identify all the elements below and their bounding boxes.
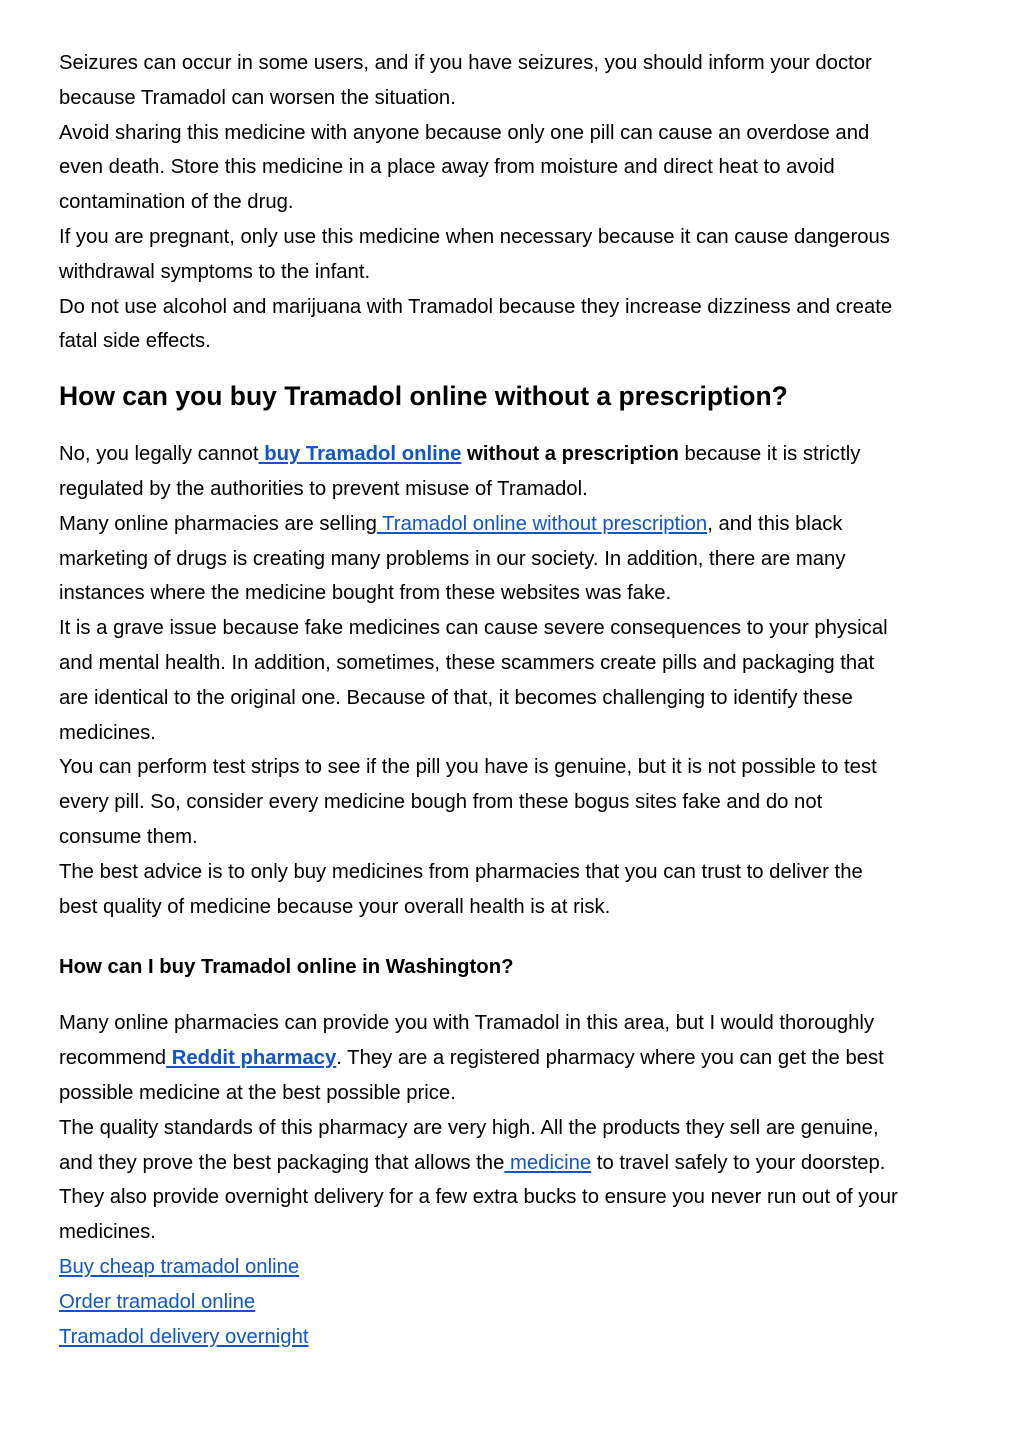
text-line: You can perform test strips to see if the pill you have is genuine, but it is not possible to test bbox=[59, 756, 877, 779]
text-line: possible medicine at the best possible price. bbox=[59, 1081, 456, 1104]
text-line bbox=[59, 1041, 969, 1076]
text-run: . They are a registered pharmacy where you can get the best bbox=[336, 1047, 884, 1070]
text-line: even death. Store this medicine in a place away from moisture and direct heat to avoid bbox=[59, 156, 835, 179]
spacer bbox=[59, 425, 969, 437]
list-item bbox=[59, 1320, 969, 1355]
document-content bbox=[59, 46, 969, 1354]
text-line: are identical to the original one. Because of that, it becomes challenging to identify these bbox=[59, 686, 853, 709]
text-run: , and this black bbox=[707, 512, 843, 535]
text-line: fatal side effects. bbox=[59, 330, 211, 353]
paragraph-pharmacies bbox=[59, 507, 969, 611]
paragraph-test-strips bbox=[59, 750, 969, 854]
text-line bbox=[59, 437, 969, 472]
spacer bbox=[59, 924, 969, 938]
text-run: to travel safely to your doorstep. bbox=[591, 1151, 886, 1174]
tramadol-without-prescription-link[interactable]: Tramadol online without prescription bbox=[376, 512, 708, 535]
paragraph-quality bbox=[59, 1111, 969, 1250]
paragraph-grave-issue bbox=[59, 611, 969, 750]
text-line: regulated by the authorities to prevent misuse of Tramadol. bbox=[59, 477, 588, 500]
text-line: marketing of drugs is creating many problems in our society. In addition, there are many bbox=[59, 547, 846, 570]
text-line: because Tramadol can worsen the situation. bbox=[59, 86, 456, 109]
text-line: Avoid sharing this medicine with anyone because only one pill can cause an overdose and bbox=[59, 121, 870, 144]
text-run: and they prove the best packaging that allows the bbox=[59, 1151, 505, 1174]
tramadol-delivery-overnight-link[interactable]: Tramadol delivery overnight bbox=[59, 1325, 309, 1348]
footer-link-list bbox=[59, 1250, 969, 1354]
paragraph-recommend bbox=[59, 1006, 969, 1110]
text-line: They also provide overnight delivery for a few extra bucks to ensure you never run out of your bbox=[59, 1186, 898, 1209]
text-line: consume them. bbox=[59, 825, 198, 848]
section-heading-washington: How can I buy Tramadol online in Washington? bbox=[59, 956, 514, 979]
text-run: Many online pharmacies are selling bbox=[59, 512, 377, 535]
buy-tramadol-online-link[interactable]: buy Tramadol online bbox=[258, 443, 462, 466]
text-line: Seizures can occur in some users, and if you have seizures, you should inform your doctor bbox=[59, 52, 872, 74]
text-line: It is a grave issue because fake medicines can cause severe consequences to your physical bbox=[59, 617, 888, 640]
paragraph-alcohol bbox=[59, 290, 969, 360]
paragraph-best-advice bbox=[59, 855, 969, 925]
text-line: Many online pharmacies can provide you with Tramadol in this area, but I would thoroughly bbox=[59, 1012, 875, 1035]
text-run-bold: without a prescription bbox=[461, 443, 679, 466]
medicine-link[interactable]: medicine bbox=[504, 1151, 592, 1174]
spacer bbox=[59, 996, 969, 1006]
text-line: The quality standards of this pharmacy are very high. All the products they sell are genuine, bbox=[59, 1116, 879, 1139]
paragraph-pregnancy bbox=[59, 220, 969, 290]
text-line: contamination of the drug. bbox=[59, 191, 294, 214]
text-line: Do not use alcohol and marijuana with Tramadol because they increase dizziness and create bbox=[59, 295, 893, 318]
reddit-pharmacy-link[interactable]: Reddit pharmacy bbox=[166, 1047, 337, 1070]
text-line bbox=[59, 1146, 969, 1181]
text-run: No, you legally cannot bbox=[59, 443, 259, 466]
list-item bbox=[59, 1250, 969, 1285]
text-run: recommend bbox=[59, 1047, 167, 1070]
list-item bbox=[59, 1285, 969, 1320]
spacer bbox=[59, 359, 969, 367]
text-line: medicines. bbox=[59, 721, 156, 744]
text-line: every pill. So, consider every medicine bough from these bogus sites fake and do not bbox=[59, 791, 823, 814]
paragraph-sharing bbox=[59, 116, 969, 220]
text-line: The best advice is to only buy medicines from pharmacies that you can trust to deliver the bbox=[59, 860, 863, 883]
text-line: medicines. bbox=[59, 1221, 156, 1244]
section-heading-buy: How can you buy Tramadol online without a prescription? bbox=[59, 381, 788, 412]
paragraph-legal bbox=[59, 437, 969, 507]
text-line: If you are pregnant, only use this medicine when necessary because it can cause dangerous bbox=[59, 225, 890, 248]
buy-cheap-tramadol-link[interactable]: Buy cheap tramadol online bbox=[59, 1255, 300, 1278]
order-tramadol-link[interactable]: Order tramadol online bbox=[59, 1290, 256, 1313]
text-line: withdrawal symptoms to the infant. bbox=[59, 260, 371, 283]
text-line: instances where the medicine bought from these websites was fake. bbox=[59, 582, 672, 605]
text-line: and mental health. In addition, sometimes, these scammers create pills and packaging that bbox=[59, 651, 875, 674]
text-line bbox=[59, 507, 969, 542]
text-run: because it is strictly bbox=[678, 443, 861, 466]
paragraph-seizures bbox=[59, 46, 969, 116]
text-line: best quality of medicine because your overall health is at risk. bbox=[59, 895, 611, 918]
